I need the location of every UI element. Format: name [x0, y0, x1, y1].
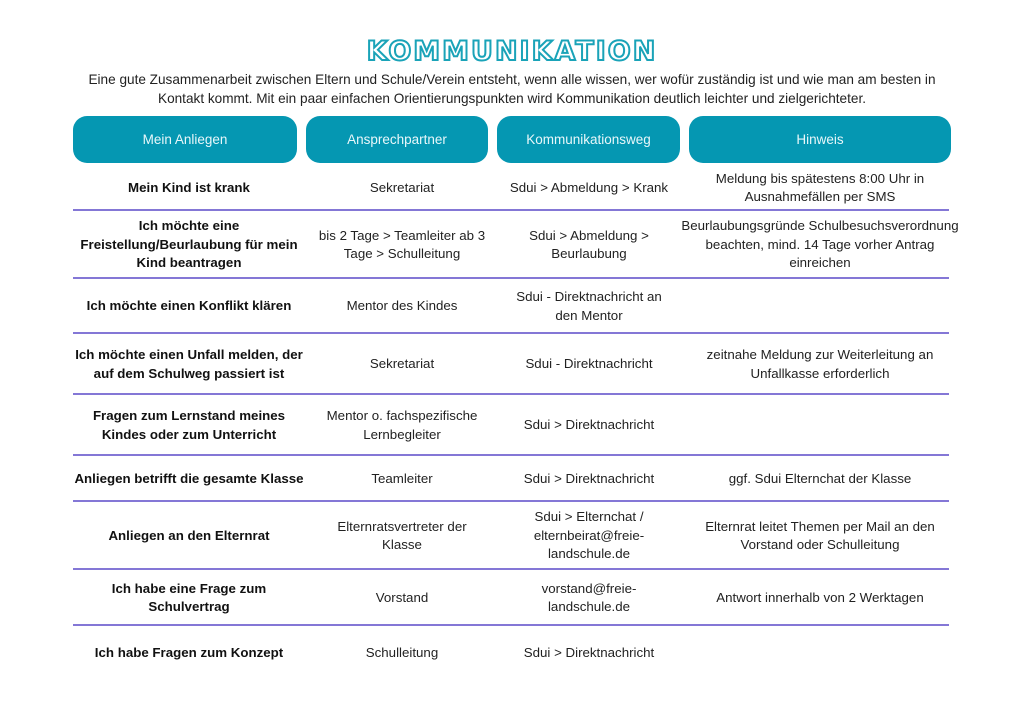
cell-hinweis: zeitnahe Meldung zur Weiterleitung an Unfallkasse erforderlich	[706, 347, 934, 381]
cell-kommunikationsweg: Sdui > Direktnachricht	[523, 470, 655, 486]
cell-ansprechpartner: Schulleitung	[365, 645, 439, 661]
row-divider	[73, 332, 949, 334]
cell-anliegen: Fragen zum Lernstand meines Kindes oder zum Unterricht	[92, 408, 286, 442]
intro-text: Eine gute Zusammenarbeit zwischen Eltern und Schule/Verein entsteht, wenn alle wissen, wer wofür zuständig ist und wie man am besten in Kontakt kommt. Mit ein paar einfachen Orientierungspunkten wird Kommunikation deutlich leichter und zielgerichteter.	[88, 72, 936, 106]
cell-ansprechpartner: Vorstand	[375, 589, 429, 605]
cell-anliegen: Anliegen an den Elternrat	[108, 527, 270, 543]
cell-anliegen: Ich möchte einen Unfall melden, der auf dem Schulweg passiert ist	[75, 347, 303, 381]
cell-kommunikationsweg: Sdui > Direktnachricht	[523, 645, 655, 661]
row-divider	[73, 209, 949, 211]
cell-hinweis: Antwort innerhalb von 2 Werktagen	[716, 589, 924, 605]
row-divider	[73, 568, 949, 570]
cell-kommunikationsweg: Sdui > Abmeldung > Beurlaubung	[529, 227, 649, 261]
cell-anliegen: Ich habe eine Frage zum Schulvertrag	[111, 580, 267, 614]
cell-kommunikationsweg: Sdui - Direktnachricht an den Mentor	[516, 289, 662, 323]
cell-anliegen: Ich habe Fragen zum Konzept	[94, 645, 284, 661]
cell-anliegen: Anliegen betrifft die gesamte Klasse	[74, 470, 304, 486]
row-divider	[73, 624, 949, 626]
row-divider	[73, 277, 949, 279]
cell-hinweis	[680, 396, 960, 455]
cell-anliegen: Mein Kind ist krank	[128, 179, 250, 195]
cell-kommunikationsweg: Sdui > Abmeldung > Krank	[509, 179, 669, 195]
cell-ansprechpartner: Mentor des Kindes	[346, 298, 458, 314]
cell-ansprechpartner: Teamleiter	[371, 470, 433, 486]
cell-ansprechpartner: Sekretariat	[369, 356, 435, 372]
cell-kommunikationsweg: Sdui > Elternchat / elternbeirat@freie-landschule.de	[533, 509, 645, 562]
header-hinweis: Hinweis	[689, 116, 951, 163]
cell-hinweis	[680, 280, 960, 333]
row-divider	[73, 393, 949, 395]
header-ansprechpartner: Ansprechpartner	[306, 116, 488, 163]
cell-hinweis: ggf. Sdui Elternchat der Klasse	[728, 470, 912, 486]
cell-ansprechpartner: bis 2 Tage > Teamleiter ab 3 Tage > Schulleitung	[318, 227, 486, 261]
row-divider	[73, 454, 949, 456]
cell-anliegen: Ich möchte eine Freistellung/Beurlaubung für mein Kind beantragen	[80, 218, 298, 271]
cell-hinweis: Elternrat leitet Themen per Mail an den Vorstand oder Schulleitung	[705, 518, 935, 552]
cell-ansprechpartner: Mentor o. fachspezifische Lernbegleiter	[326, 408, 478, 442]
cell-kommunikationsweg: vorstand@freie-landschule.de	[541, 580, 637, 614]
header-anliegen: Mein Anliegen	[73, 116, 297, 163]
cell-hinweis	[680, 627, 960, 680]
cell-ansprechpartner: Elternratsvertreter der Klasse	[337, 518, 467, 552]
cell-kommunikationsweg: Sdui > Direktnachricht	[523, 417, 655, 433]
cell-ansprechpartner: Sekretariat	[369, 179, 435, 195]
cell-hinweis: Meldung bis spätestens 8:00 Uhr in Ausnahmefällen per SMS	[715, 170, 925, 204]
cell-anliegen: Ich möchte einen Konflikt klären	[86, 298, 292, 314]
cell-kommunikationsweg: Sdui - Direktnachricht	[525, 356, 653, 372]
page-title: KOMMUNIKATION	[366, 36, 658, 67]
header-kommunikationsweg: Kommunikationsweg	[497, 116, 680, 163]
row-divider	[73, 500, 949, 502]
cell-hinweis: Beurlaubungsgründe Schulbesuchsverordnung beachten, mind. 14 Tage vorher Antrag einreichen	[681, 218, 959, 271]
